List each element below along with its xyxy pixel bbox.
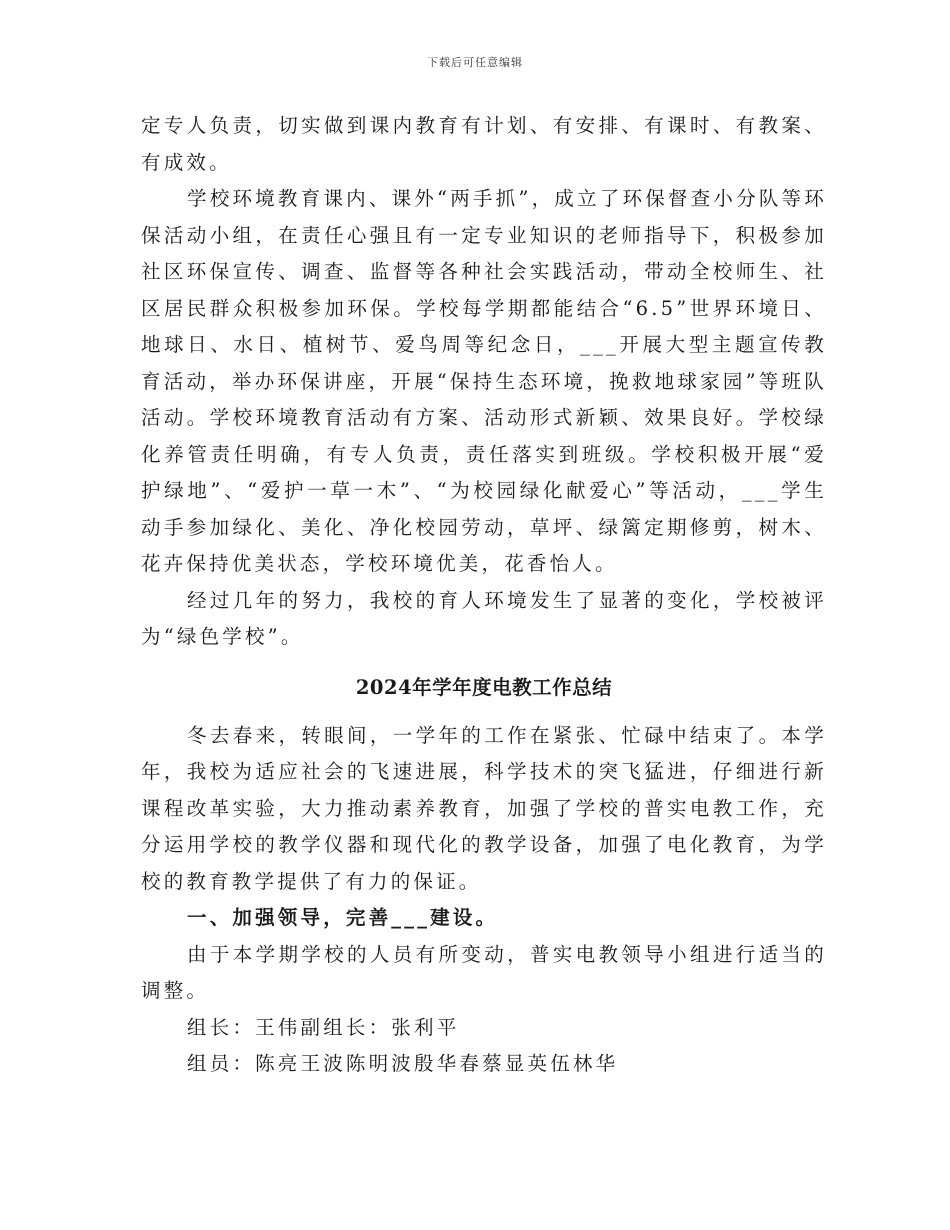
document-body — [141, 108, 827, 1083]
paragraph-section-1: 由于本学期学校的人员有所变动，普实电教领导小组进行适当的调整。 — [141, 942, 827, 1002]
members-line: 组员：陈亮王波陈明波殷华春蔡显英伍林华 — [187, 1052, 619, 1075]
section-heading-1: 一、加强领导，完善___建设。 — [187, 906, 499, 929]
section-title: 2024年学年度电教工作总结 — [355, 675, 613, 699]
paragraph-environment-education: 学校环境教育课内、课外“两手抓”，成立了环保督查小分队等环保活动小组，在责任心强且有一定专业知识的老师指导下，积极参加社区环保宣传、调查、监督等各种社会实践活动，带动全校师生、社区居民群众积极参加环保。学校每学期都能结合“6.5”世界环境日、地球日、水日、植树节、爱鸟周等纪念日，___开展大型主题宣传教育活动，举办环保讲座，开展“保持生态环境，挽救地球家园”等班队活动。学校环境教育活动有方案、活动形式新颖、效果良好。学校绿化养管责任明确，有专人负责，责任落实到班级。学校积极开展“爱护绿地”、“爱护一草一木”、“为校园绿化献爱心”等活动，___学生动手参加绿化、美化、净化校园劳动，草坪、绿篱定期修剪，树木、花卉保持优美状态，学校环境优美，花香怡人。 — [141, 187, 827, 575]
paragraph-green-school: 经过几年的努力，我校的育人环境发生了显著的变化，学校被评为“绿色学校”。 — [141, 588, 827, 648]
leader-line: 组长：王伟副组长：张利平 — [187, 1015, 460, 1039]
paragraph-intro: 冬去春来，转眼间，一学年的工作在紧张、忙碌中结束了。本学年，我校为适应社会的飞速进展，科学技术的突飞猛进，仔细进行新课程改革实验，大力推动素养教育，加强了学校的普实电教工作，充分运用学校的教学仪器和现代化的教学设备，加强了电化教育，为学校的教育教学提供了有力的保证。 — [141, 723, 827, 893]
page-header-note: 下载后可任意编辑 — [427, 56, 523, 69]
paragraph-continued: 定专人负责，切实做到课内教育有计划、有安排、有课时、有教案、有成效。 — [141, 114, 827, 174]
